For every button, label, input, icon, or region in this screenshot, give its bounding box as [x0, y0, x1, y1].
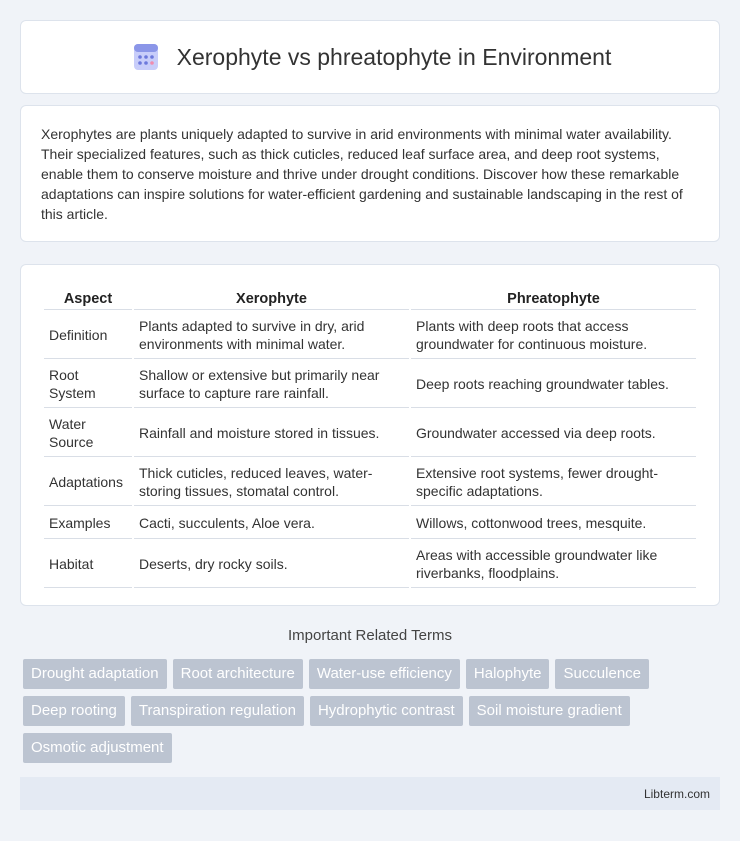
intro-paragraph: Xerophytes are plants uniquely adapted to survive in arid environments with minimal water availability. Their specialized features, such as thick cuticles, reduced leaf surface area, and deep root systems, enable them to conserve moisture and thrive under drought conditions. Discover how these remarkable adaptations can inspire solutions for water-efficient gardening and sustainable landscaping in the rest of this article. — [41, 126, 683, 222]
row-aspect: Adaptations — [44, 459, 132, 506]
intro-card — [20, 105, 720, 242]
row-phreatophyte: Extensive root systems, fewer drought-specific adaptations. — [411, 459, 696, 506]
header-xerophyte: Xerophyte — [134, 289, 409, 310]
row-xerophyte: Deserts, dry rocky soils. — [134, 541, 409, 588]
row-xerophyte: Cacti, succulents, Aloe vera. — [134, 508, 409, 539]
calculator-grid-icon — [129, 40, 163, 74]
tag-hydrophytic-contrast[interactable]: Hydrophytic contrast — [310, 696, 463, 726]
row-phreatophyte: Deep roots reaching groundwater tables. — [411, 361, 696, 408]
comparison-table — [42, 287, 698, 590]
row-aspect: Definition — [44, 312, 132, 359]
row-phreatophyte: Willows, cottonwood trees, mesquite. — [411, 508, 696, 539]
tag-deep-rooting[interactable]: Deep rooting — [23, 696, 125, 726]
title-wrap — [129, 40, 612, 74]
tag-halophyte[interactable]: Halophyte — [466, 659, 550, 689]
table-row — [44, 508, 696, 539]
table-header-row — [44, 289, 696, 310]
tag-osmotic-adjustment[interactable]: Osmotic adjustment — [23, 733, 172, 763]
table-row — [44, 541, 696, 588]
table-row — [44, 459, 696, 506]
page-title: Xerophyte vs phreatophyte in Environment — [176, 43, 612, 70]
tag-root-architecture[interactable]: Root architecture — [173, 659, 303, 689]
table-row — [44, 312, 696, 359]
row-aspect: Examples — [44, 508, 132, 539]
tag-soil-moisture-gradient[interactable]: Soil moisture gradient — [469, 696, 630, 726]
row-phreatophyte: Groundwater accessed via deep roots. — [411, 410, 696, 457]
tag-transpiration-regulation[interactable]: Transpiration regulation — [131, 696, 304, 726]
header-phreatophyte: Phreatophyte — [411, 289, 696, 310]
row-phreatophyte: Plants with deep roots that access groundwater for continuous moisture. — [411, 312, 696, 359]
footer-site-link[interactable]: Libterm.com — [643, 786, 710, 801]
row-xerophyte: Plants adapted to survive in dry, arid environments with minimal water. — [134, 312, 409, 359]
tag-water-use-efficiency[interactable]: Water-use efficiency — [309, 659, 460, 689]
footer — [20, 777, 720, 810]
comparison-card — [20, 264, 720, 606]
row-aspect: Water Source — [44, 410, 132, 457]
title-card — [20, 20, 720, 94]
row-phreatophyte: Areas with accessible groundwater like riverbanks, floodplains. — [411, 541, 696, 588]
header-aspect: Aspect — [44, 289, 132, 310]
tag-succulence[interactable]: Succulence — [555, 659, 649, 689]
table-row — [44, 410, 696, 457]
table-row — [44, 361, 696, 408]
row-xerophyte: Shallow or extensive but primarily near surface to capture rare rainfall. — [134, 361, 409, 408]
row-xerophyte: Rainfall and moisture stored in tissues. — [134, 410, 409, 457]
related-terms-title: Important Related Terms — [288, 627, 452, 644]
tag-drought-adaptation[interactable]: Drought adaptation — [23, 659, 167, 689]
row-xerophyte: Thick cuticles, reduced leaves, water-storing tissues, stomatal control. — [134, 459, 409, 506]
related-terms-list — [23, 659, 703, 763]
row-aspect: Habitat — [44, 541, 132, 588]
row-aspect: Root System — [44, 361, 132, 408]
